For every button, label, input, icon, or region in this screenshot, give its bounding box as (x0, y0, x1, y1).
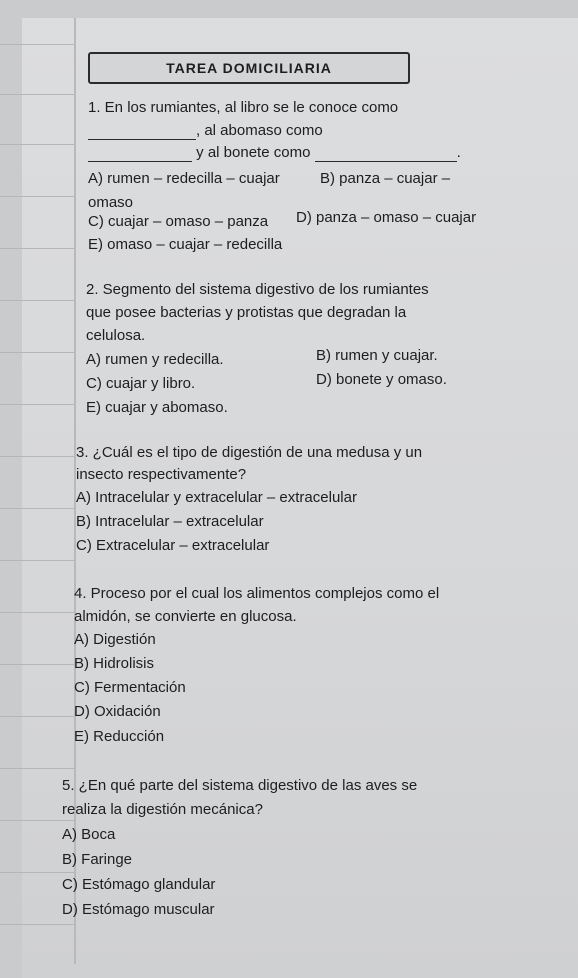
question-3-stem-line-2: insecto respectivamente? (76, 466, 247, 483)
question-1-option-b: B) panza – cuajar – (320, 170, 451, 187)
question-3-option-c: C) Extracelular – extracelular (76, 537, 270, 554)
page-title: TAREA DOMICILIARIA (88, 52, 410, 84)
question-1-stem-line-3: y al bonete como . (88, 144, 461, 162)
question-5-stem-line-1: 5. ¿En qué parte del sistema digestivo de las aves se (62, 777, 418, 794)
question-1-option-e: E) omaso – cuajar – redecilla (88, 236, 283, 253)
question-2-stem-line-1: 2. Segmento del sistema digestivo de los rumiantes (86, 281, 429, 298)
question-2-stem-line-3: celulosa. (86, 327, 146, 344)
question-5-option-d: D) Estómago muscular (62, 901, 215, 918)
question-2-option-b: B) rumen y cuajar. (316, 347, 438, 364)
question-1-option-d: D) panza – omaso – cuajar (296, 209, 477, 226)
question-5-option-b: B) Faringe (62, 851, 133, 868)
question-2-option-e: E) cuajar y abomaso. (86, 399, 228, 416)
question-5-option-c: C) Estómago glandular (62, 876, 216, 893)
answer-blank-2[interactable] (88, 147, 192, 162)
question-4-option-b: B) Hidrolisis (74, 655, 155, 672)
question-1-option-c: C) cuajar – omaso – panza (88, 213, 269, 230)
question-2-option-a: A) rumen y redecilla. (86, 351, 224, 368)
question-5-stem-line-2: realiza la digestión mecánica? (62, 801, 263, 818)
question-2-option-d: D) bonete y omaso. (316, 371, 447, 388)
question-1-stem: 1. En los rumiantes, al libro se le conoce como (88, 99, 399, 116)
question-3-stem-line-1: 3. ¿Cuál es el tipo de digestión de una medusa y un (76, 444, 423, 461)
question-2-stem-line-2: que posee bacterias y protistas que degradan la (86, 304, 407, 321)
question-4-option-c: C) Fermentación (74, 679, 186, 696)
question-4-stem-line-2: almidón, se convierte en glucosa. (74, 608, 297, 625)
question-2-option-c: C) cuajar y libro. (86, 375, 196, 392)
question-4-option-e: E) Reducción (74, 728, 165, 745)
answer-blank-3[interactable] (315, 147, 457, 162)
answer-blank-1[interactable] (88, 125, 196, 140)
question-5-option-a: A) Boca (62, 826, 116, 843)
question-4-stem-line-1: 4. Proceso por el cual los alimentos complejos como el (74, 585, 440, 602)
question-1-stem-line-2: , al abomaso como (88, 122, 323, 140)
question-1-option-b-cont: omaso (88, 194, 134, 211)
question-1-option-a: A) rumen – redecilla – cuajar (88, 170, 280, 187)
question-3-option-a: A) Intracelular y extracelular – extracelular (76, 489, 357, 506)
question-4-option-a: A) Digestión (74, 631, 156, 648)
question-3-option-b: B) Intracelular – extracelular (76, 513, 264, 530)
question-4-option-d: D) Oxidación (74, 703, 161, 720)
